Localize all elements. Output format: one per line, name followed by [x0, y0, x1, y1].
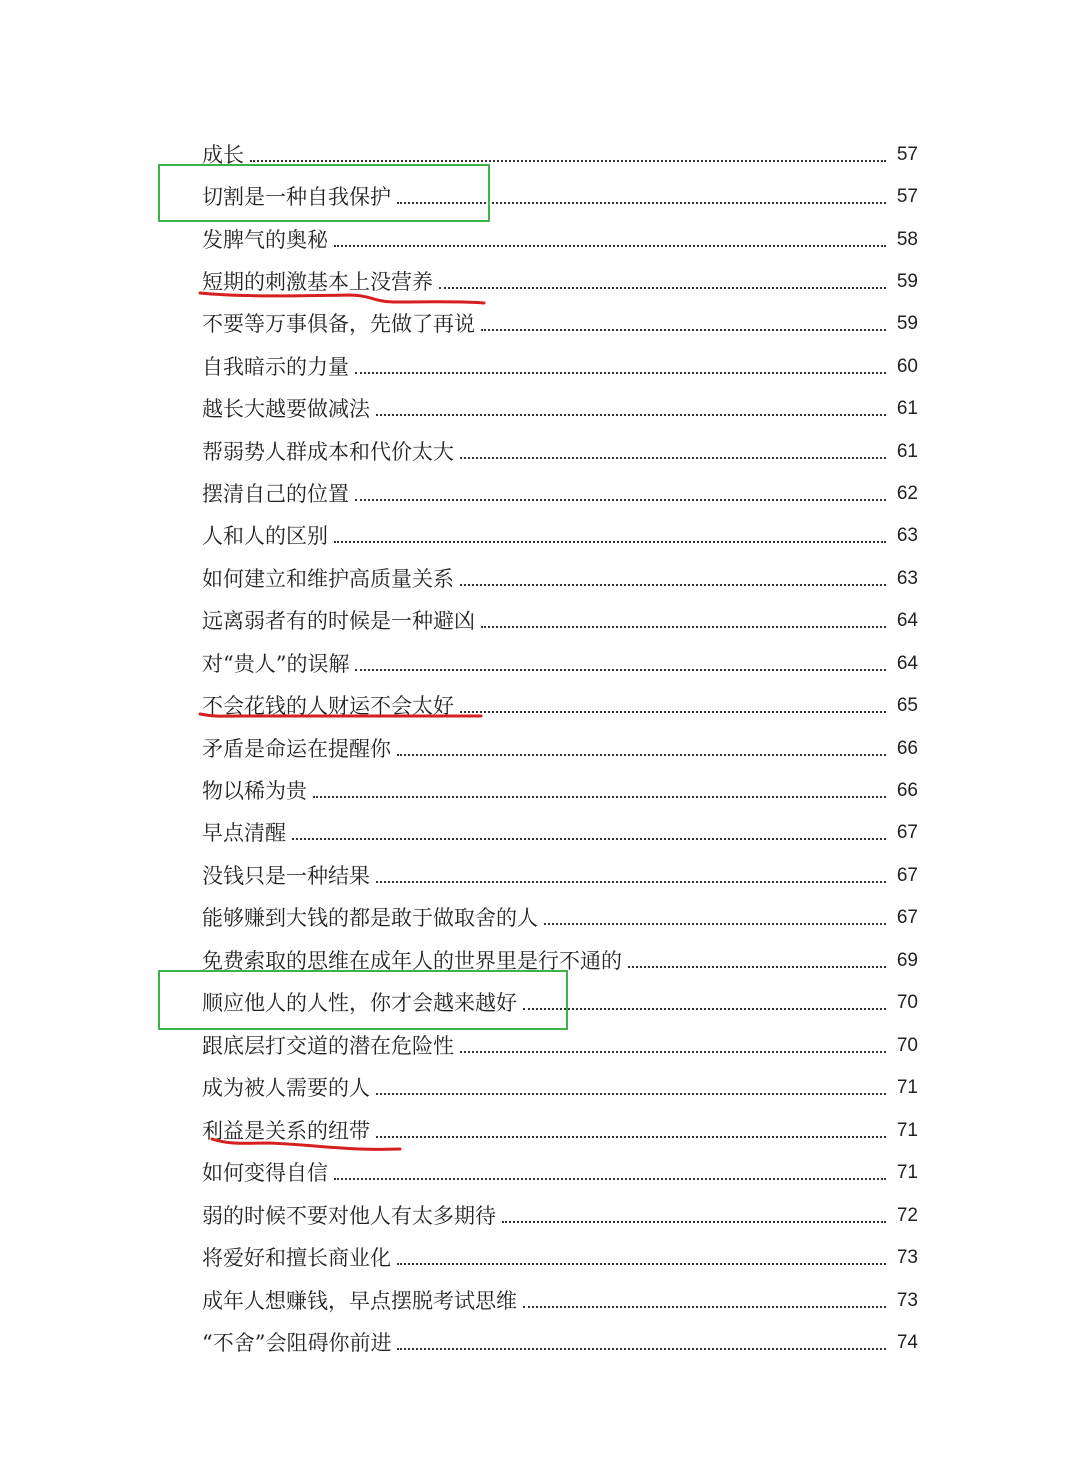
toc-leader-dots: [334, 1178, 886, 1180]
toc-entry-title: 成年人想赚钱，早点摆脱考试思维: [202, 1289, 517, 1313]
toc-entry[interactable]: [202, 134, 918, 168]
toc-leader-dots: [334, 541, 886, 543]
toc-entry[interactable]: [202, 176, 918, 210]
toc-entry-page: 59: [896, 313, 918, 334]
toc-entry[interactable]: [202, 643, 918, 677]
toc-leader-dots: [334, 245, 886, 247]
toc-entry[interactable]: [202, 388, 918, 422]
toc-leader-dots: [292, 838, 886, 840]
toc-entry[interactable]: [202, 558, 918, 592]
toc-leader-dots: [397, 1263, 886, 1265]
toc-entry-title: 发脾气的奥秘: [202, 228, 328, 252]
toc-leader-dots: [355, 669, 886, 671]
toc-entry-page: 64: [896, 653, 918, 674]
toc-leader-dots: [628, 966, 886, 968]
toc-entry-title: 顺应他人的人性，你才会越来越好: [202, 991, 517, 1015]
toc-entry-title: 帮弱势人群成本和代价太大: [202, 440, 454, 464]
toc-entry[interactable]: [202, 1067, 918, 1101]
toc-entry-page: 60: [896, 356, 918, 377]
toc-entry-page: 63: [896, 568, 918, 589]
toc-leader-dots: [523, 1008, 886, 1010]
toc-leader-dots: [397, 202, 886, 204]
toc-leader-dots: [397, 754, 886, 756]
toc-entry[interactable]: [202, 303, 918, 337]
toc-entry-title: 人和人的区别: [202, 524, 328, 548]
toc-leader-dots: [376, 1136, 886, 1138]
toc-leader-dots: [250, 160, 886, 162]
toc-entry-title: 将爱好和擅长商业化: [202, 1246, 391, 1270]
toc-leader-dots: [544, 923, 886, 925]
toc-leader-dots: [460, 1051, 886, 1053]
toc-entry-title: 切割是一种自我保护: [202, 185, 391, 209]
toc-leader-dots: [355, 499, 886, 501]
toc-leader-dots: [397, 1348, 886, 1350]
toc-entry-title: 能够赚到大钱的都是敢于做取舍的人: [202, 906, 538, 930]
toc-leader-dots: [460, 711, 886, 713]
toc-entry-title: 远离弱者有的时候是一种避凶: [202, 609, 475, 633]
toc-leader-dots: [376, 881, 886, 883]
toc-entry[interactable]: [202, 346, 918, 380]
toc-entry[interactable]: [202, 261, 918, 295]
toc-entry-page: 70: [896, 1035, 918, 1056]
toc-entry[interactable]: [202, 728, 918, 762]
toc-entry[interactable]: [202, 897, 918, 931]
toc-entry-page: 61: [896, 398, 918, 419]
toc-entry-title: 弱的时候不要对他人有太多期待: [202, 1204, 496, 1228]
toc-leader-dots: [439, 287, 886, 289]
toc-entry-page: 71: [896, 1120, 918, 1141]
toc-entry[interactable]: [202, 1280, 918, 1314]
toc-leader-dots: [376, 414, 886, 416]
toc-entry[interactable]: [202, 1237, 918, 1271]
toc-entry-title: 免费索取的思维在成年人的世界里是行不通的: [202, 949, 622, 973]
toc-entry-title: 物以稀为贵: [202, 779, 307, 803]
toc-entry-page: 62: [896, 483, 918, 504]
toc-entry[interactable]: [202, 515, 918, 549]
toc-entry[interactable]: [202, 473, 918, 507]
toc-entry-page: 66: [896, 780, 918, 801]
toc-entry-page: 66: [896, 738, 918, 759]
toc-entry-title: 越长大越要做减法: [202, 397, 370, 421]
toc-entry[interactable]: [202, 1195, 918, 1229]
toc-entry-page: 73: [896, 1247, 918, 1268]
toc-entry-title: 跟底层打交道的潜在危险性: [202, 1034, 454, 1058]
toc-entry-page: 58: [896, 229, 918, 250]
toc-entry-page: 61: [896, 441, 918, 462]
toc-leader-dots: [481, 329, 886, 331]
toc-entry[interactable]: [202, 855, 918, 889]
toc-entry-page: 71: [896, 1077, 918, 1098]
toc-entry[interactable]: [202, 1025, 918, 1059]
toc-entry[interactable]: [202, 940, 918, 974]
toc-entry-title: 短期的刺激基本上没营养: [202, 270, 433, 294]
toc-entry-title: 成为被人需要的人: [202, 1076, 370, 1100]
toc-leader-dots: [481, 626, 886, 628]
toc-entry-page: 69: [896, 950, 918, 971]
toc-entry-page: 57: [896, 186, 918, 207]
toc-leader-dots: [376, 1093, 886, 1095]
toc-entry-title: 成长: [202, 143, 244, 167]
toc-entry[interactable]: [202, 1110, 918, 1144]
toc-entry-page: 70: [896, 992, 918, 1013]
toc-entry-title: 矛盾是命运在提醒你: [202, 737, 391, 761]
toc-entry-title: “不舍”会阻碍你前进: [202, 1331, 392, 1355]
toc-entry-page: 74: [896, 1332, 918, 1353]
toc-leader-dots: [502, 1221, 886, 1223]
toc-entry-title: 早点清醒: [202, 821, 286, 845]
toc-entry-page: 65: [896, 695, 918, 716]
toc-entry-page: 67: [896, 865, 918, 886]
toc-entry[interactable]: [202, 1322, 918, 1356]
toc-entry-title: 自我暗示的力量: [202, 355, 349, 379]
toc-entry[interactable]: [202, 982, 918, 1016]
toc-entry[interactable]: [202, 770, 918, 804]
toc-entry-title: 不要等万事俱备，先做了再说: [202, 312, 475, 336]
toc-entry-page: 67: [896, 822, 918, 843]
toc-entry[interactable]: [202, 219, 918, 253]
toc-entry-page: 73: [896, 1290, 918, 1311]
toc-leader-dots: [460, 584, 886, 586]
toc-entry-title: 对“贵人”的误解: [202, 652, 350, 676]
toc-entry-page: 72: [896, 1205, 918, 1226]
toc-entry-title: 摆清自己的位置: [202, 482, 349, 506]
toc-entry-page: 63: [896, 525, 918, 546]
toc-leader-dots: [355, 372, 886, 374]
toc-leader-dots: [313, 796, 886, 798]
toc-leader-dots: [523, 1306, 886, 1308]
toc-entry-page: 67: [896, 907, 918, 928]
toc-entry-page: 59: [896, 271, 918, 292]
toc-entry-title: 利益是关系的纽带: [202, 1119, 370, 1143]
toc-entry-page: 57: [896, 144, 918, 165]
toc-entry[interactable]: [202, 812, 918, 846]
toc-entry[interactable]: [202, 431, 918, 465]
toc-entry[interactable]: [202, 600, 918, 634]
toc-entry[interactable]: [202, 1152, 918, 1186]
toc-leader-dots: [460, 457, 886, 459]
toc-entry-page: 64: [896, 610, 918, 631]
toc-entry-title: 如何建立和维护高质量关系: [202, 567, 454, 591]
toc-entry[interactable]: [202, 685, 918, 719]
toc-entry-title: 不会花钱的人财运不会太好: [202, 694, 454, 718]
toc-entry-title: 如何变得自信: [202, 1161, 328, 1185]
toc-entry-page: 71: [896, 1162, 918, 1183]
toc-entry-title: 没钱只是一种结果: [202, 864, 370, 888]
